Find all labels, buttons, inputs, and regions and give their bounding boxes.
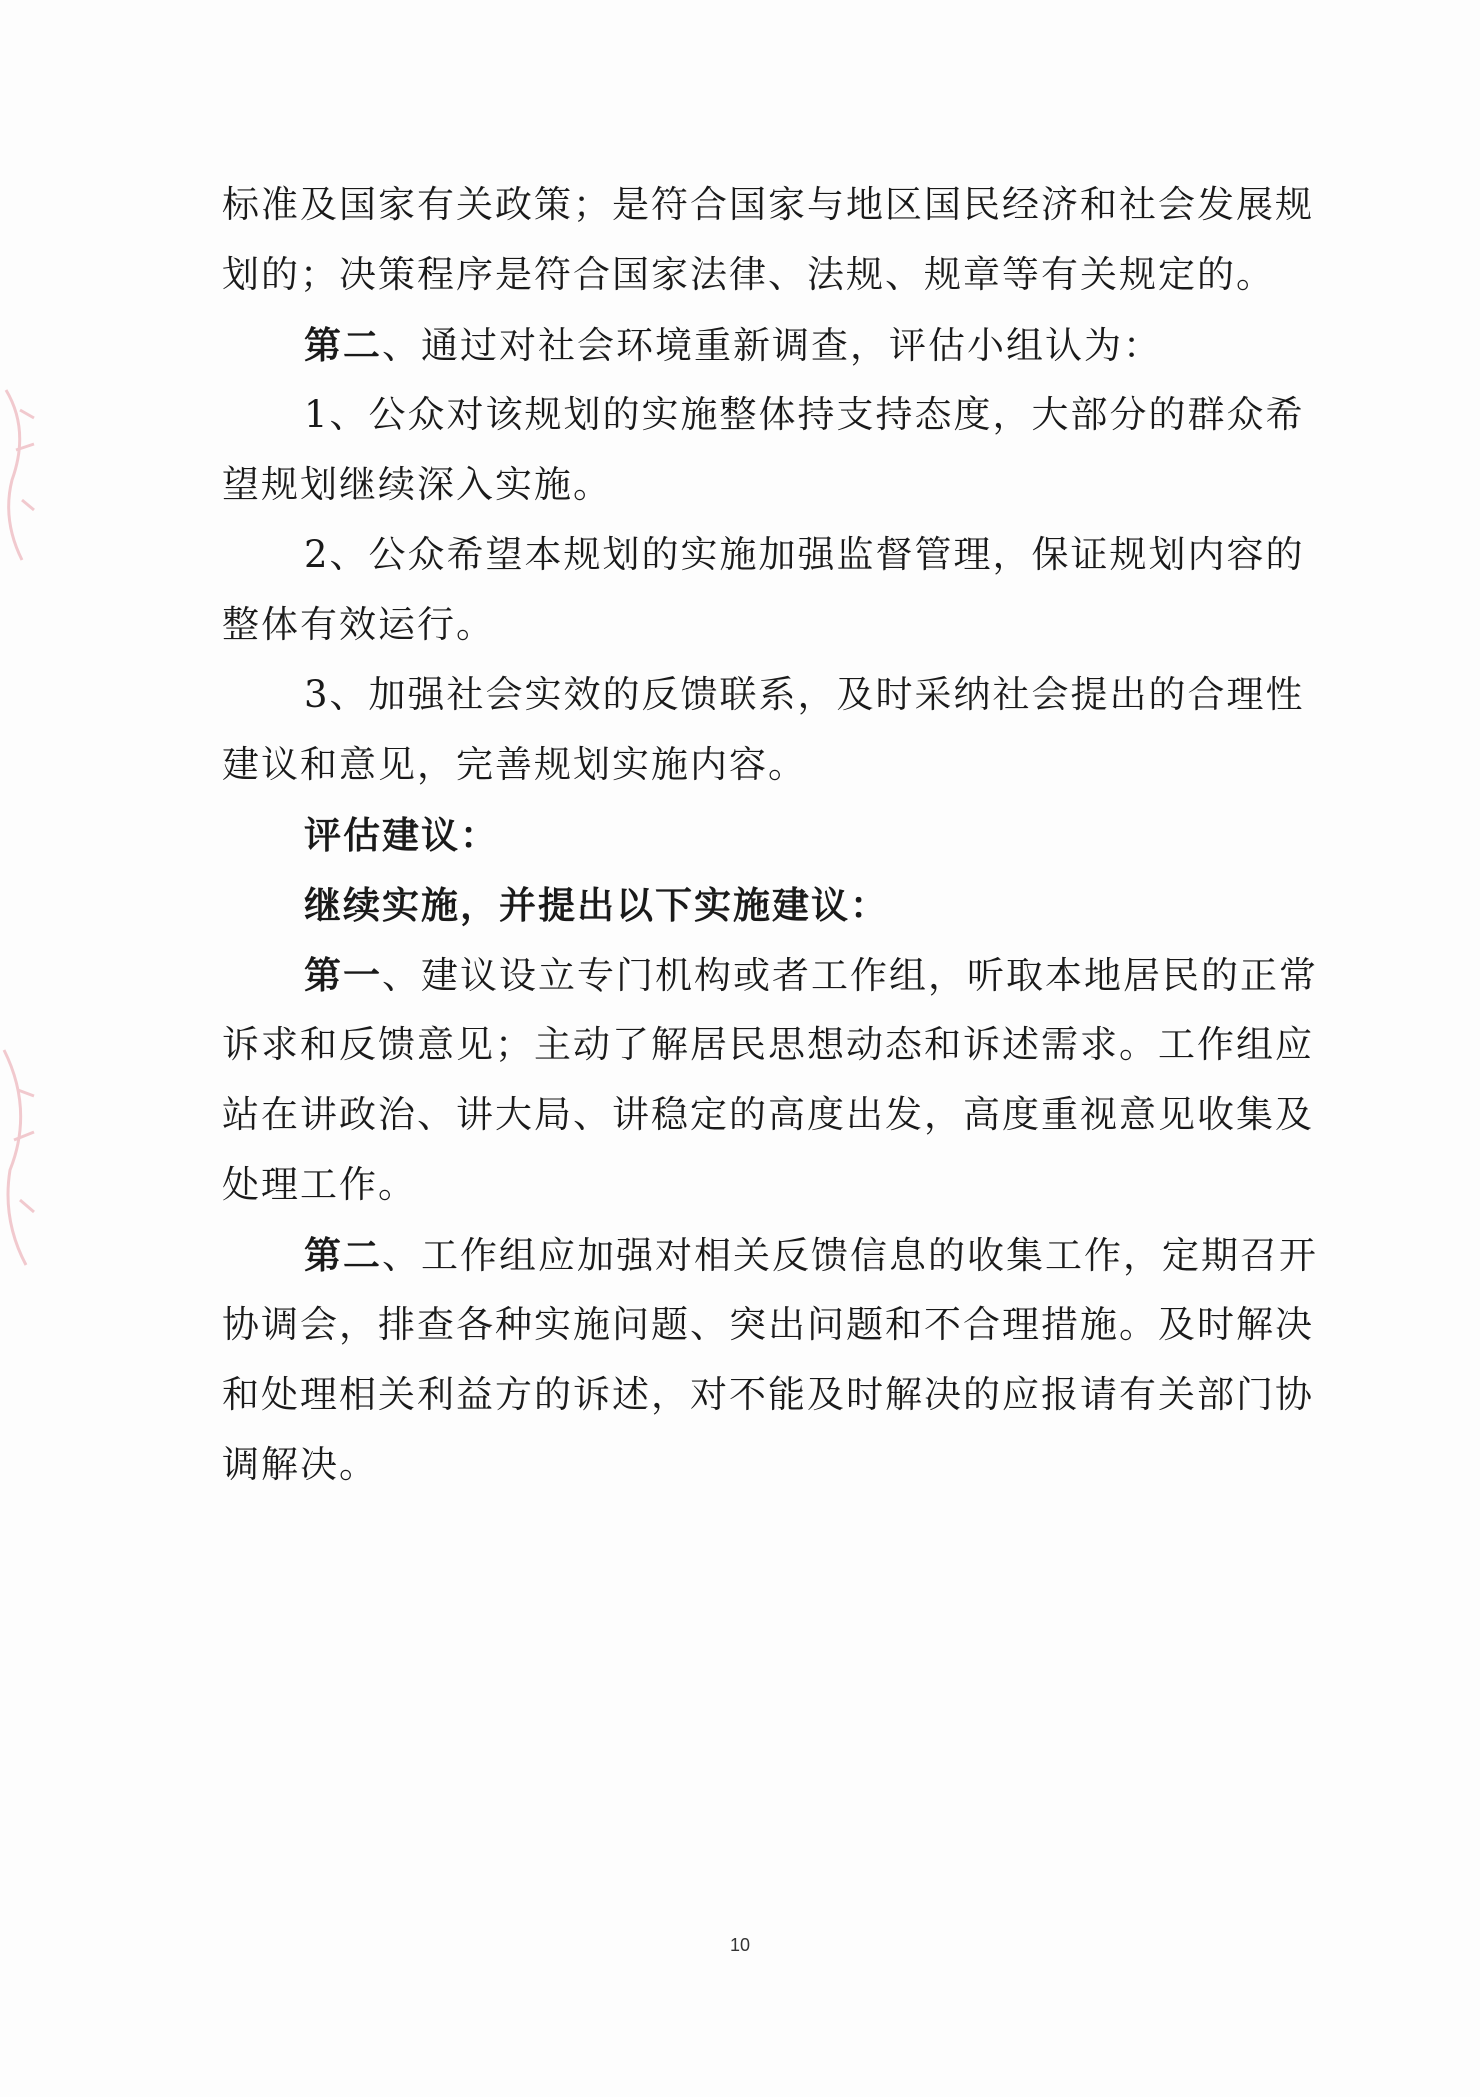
text-line: 1、公众对该规划的实施整体持支持态度，大部分的群众希 <box>304 393 1305 436</box>
text-line: 2、公众希望本规划的实施加强监督管理，保证规划内容的 <box>304 533 1305 576</box>
section-heading-second <box>222 310 1262 380</box>
heading-prefix: 第一 <box>304 953 382 997</box>
seal-fragment-upper <box>0 370 60 570</box>
body-text <box>222 170 1318 1500</box>
text-line: 调解决。 <box>222 1443 378 1486</box>
page-number: 10 <box>729 1935 751 1955</box>
text-line: 处理工作。 <box>222 1163 417 1206</box>
heading-text: 、建议设立专门机构或者工作组，听取本地居民的正常 <box>382 954 1318 997</box>
text-line: 站在讲政治、讲大局、讲稳定的高度出发，高度重视意见收集及 <box>222 1093 1314 1136</box>
text-line: 和处理相关利益方的诉述，对不能及时解决的应报请有关部门协 <box>222 1373 1314 1416</box>
heading-text: 、通过对社会环境重新调查，评估小组认为： <box>382 324 1162 367</box>
section-heading-second-advice <box>222 1220 1318 1290</box>
seal-fragment-lower <box>0 1040 60 1270</box>
heading-continue-implementation: 继续实施，并提出以下实施建议： <box>304 883 889 927</box>
text-line: 建议和意见，完善规划实施内容。 <box>222 743 807 786</box>
text-line: 诉求和反馈意见；主动了解居民思想动态和诉述需求。工作组应 <box>222 1023 1314 1066</box>
heading-evaluation-advice: 评估建议： <box>304 813 499 857</box>
text-line: 协调会，排查各种实施问题、突出问题和不合理措施。及时解决 <box>222 1303 1314 1346</box>
text-line: 标准及国家有关政策；是符合国家与地区国民经济和社会发展规 <box>222 183 1314 226</box>
text-line: 整体有效运行。 <box>222 603 495 646</box>
heading-prefix: 第二 <box>304 1233 382 1277</box>
heading-text: 、工作组应加强对相关反馈信息的收集工作，定期召开 <box>382 1234 1318 1277</box>
heading-prefix: 第二 <box>304 323 382 367</box>
section-heading-first <box>222 940 1318 1010</box>
text-line: 望规划继续深入实施。 <box>222 463 612 506</box>
text-line: 3、加强社会实效的反馈联系，及时采纳社会提出的合理性 <box>304 673 1305 716</box>
text-line: 划的；决策程序是符合国家法律、法规、规章等有关规定的。 <box>222 253 1275 296</box>
